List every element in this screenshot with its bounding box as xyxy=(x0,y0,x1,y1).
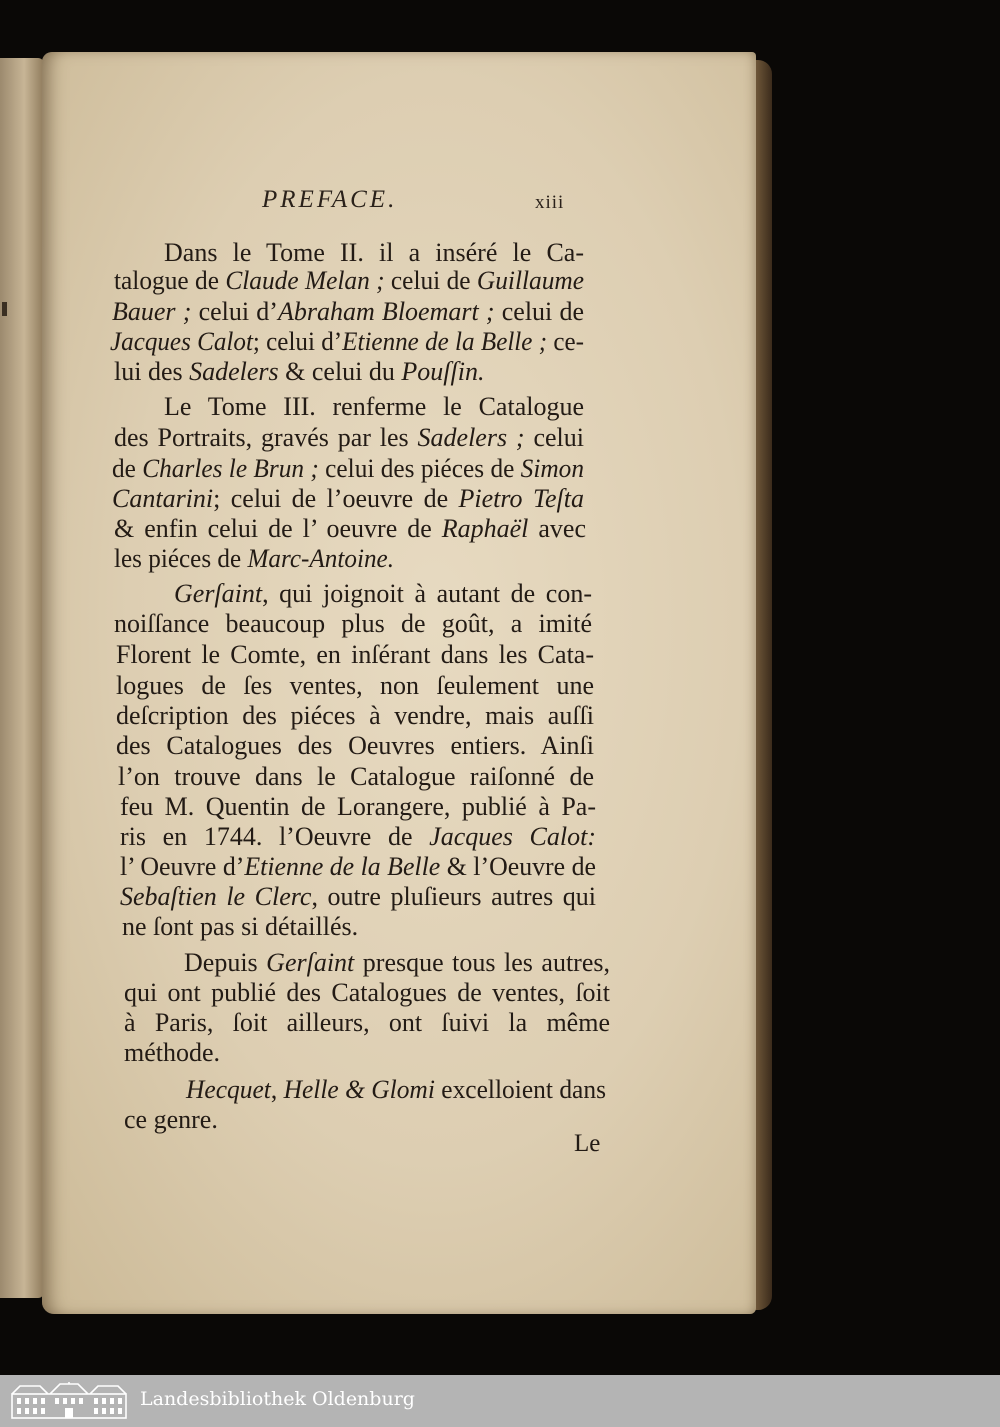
text-run: excelloient dans xyxy=(434,1075,606,1104)
italic-run: Bauer ; xyxy=(112,297,192,326)
text-run: ; celui d’ xyxy=(252,327,343,356)
italic-run: Raphaël xyxy=(441,514,529,543)
text-line xyxy=(164,392,584,422)
text-run: Florent le Comte, en inſérant dans les Cata- xyxy=(116,640,594,669)
text-run: celui d’ xyxy=(191,297,278,326)
italic-run: Guillaume xyxy=(476,266,584,295)
text-run: de xyxy=(112,454,143,483)
text-run: Dans le Tome II. il a inséré le Ca- xyxy=(164,238,584,267)
left-page-edge xyxy=(0,58,44,1298)
text-line xyxy=(120,822,596,852)
text-run: celui de xyxy=(494,297,584,326)
text-run: , xyxy=(270,1075,284,1104)
text-run: & celui du xyxy=(278,357,402,386)
text-line xyxy=(124,1008,610,1038)
text-line xyxy=(112,454,584,484)
text-line xyxy=(112,484,584,514)
italic-run: Etienne de la Belle ; xyxy=(342,327,548,356)
running-title: PREFACE. xyxy=(262,186,398,213)
italic-run: Claude Melan ; xyxy=(225,266,385,295)
text-run: qui ont publié des Catalogues de ventes, ſoit xyxy=(124,978,610,1007)
text-line xyxy=(116,671,594,701)
italic-run: Sadelers ; xyxy=(417,423,525,452)
text-run: les piéces de xyxy=(114,544,248,573)
text-run: lui des xyxy=(114,357,190,386)
text-line xyxy=(120,792,596,822)
text-line xyxy=(174,579,592,609)
library-name: Landesbibliothek Oldenburg xyxy=(140,1388,415,1410)
text-run: noiſſance beaucoup plus de goût, a imité xyxy=(114,609,592,638)
text-line xyxy=(120,882,596,912)
italic-run: Pouſſin. xyxy=(401,357,485,386)
text-line xyxy=(116,701,594,731)
text-run: des Catalogues des Oeuvres entiers. Ainſi xyxy=(116,731,594,760)
italic-run: Pietro Teſta xyxy=(458,484,584,513)
text-run: , qui joignoit à autant de con- xyxy=(262,579,592,608)
text-line xyxy=(114,357,484,387)
text-run: & enfin celui de l’ oeuvre de xyxy=(114,514,442,543)
italic-run: Jacques Calot: xyxy=(429,822,596,851)
text-run: ce genre. xyxy=(124,1105,218,1134)
text-run: , outre pluſieurs autres qui xyxy=(311,882,596,911)
text-line xyxy=(114,609,592,639)
text-run: celui de xyxy=(384,266,477,295)
text-run: presque tous les autres, xyxy=(354,948,610,977)
italic-run: Sadelers xyxy=(189,357,279,386)
italic-run: Helle & Glomi xyxy=(283,1075,435,1104)
text-run: ce- xyxy=(547,327,584,356)
text-run: logues de ſes ventes, non ſeulement une xyxy=(116,671,594,700)
text-line xyxy=(110,327,584,357)
italic-run: Gerſaint xyxy=(174,579,263,608)
italic-run: Abraham Bloemart ; xyxy=(277,297,495,326)
text-run: des Portraits, gravés par les xyxy=(114,423,418,452)
text-line xyxy=(114,514,586,544)
text-run: ris en 1744. l’Oeuvre de xyxy=(120,822,430,851)
text-line xyxy=(124,1105,218,1135)
footer-bar xyxy=(0,1375,1000,1427)
text-run: à Paris, ſoit ailleurs, ont ſuivi la même xyxy=(124,1008,610,1037)
text-line xyxy=(118,762,594,792)
text-run: deſcription des piéces à vendre, mais auſſi xyxy=(116,701,594,730)
text-line xyxy=(122,912,358,942)
text-run: Depuis xyxy=(184,948,267,977)
text-line xyxy=(114,266,584,296)
italic-run: Marc-Antoine. xyxy=(247,544,394,573)
text-run: & l’Oeuvre de xyxy=(440,852,596,881)
library-building-icon xyxy=(10,1382,128,1420)
text-run: celui des piéces de xyxy=(318,454,521,483)
text-line xyxy=(112,297,584,327)
text-run: l’ Oeuvre d’ xyxy=(120,852,245,881)
text-run: celui xyxy=(524,423,585,452)
text-line xyxy=(116,640,594,670)
text-run: méthode. xyxy=(124,1038,221,1067)
text-line xyxy=(114,544,394,574)
text-run: avec xyxy=(528,514,586,543)
text-run: ; celui de l’oeuvre de xyxy=(213,484,459,513)
left-page-mark xyxy=(2,302,7,316)
italic-run: Hecquet xyxy=(186,1075,271,1104)
italic-run: Simon xyxy=(520,454,584,483)
italic-run: Jacques Calot xyxy=(110,327,253,356)
text-line xyxy=(114,423,584,453)
text-run: ne ſont pas si détaillés. xyxy=(122,912,359,941)
catchword: Le xyxy=(574,1130,601,1157)
text-line xyxy=(124,978,610,1008)
text-run: Le Tome III. renferme le Catalogue xyxy=(164,392,584,421)
italic-run: Cantarini xyxy=(112,484,214,513)
text-run: talogue de xyxy=(114,266,226,295)
italic-run: Etienne de la Belle xyxy=(244,852,441,881)
text-run: feu M. Quentin de Lorangere, publié à Pa- xyxy=(120,792,596,821)
text-line xyxy=(124,1038,220,1068)
text-line xyxy=(116,731,594,761)
page-number: xiii xyxy=(535,192,565,213)
italic-run: Sebaſtien le Clerc xyxy=(120,882,312,911)
text-line xyxy=(164,238,584,268)
italic-run: Charles le Brun ; xyxy=(142,454,319,483)
text-run: l’on trouve dans le Catalogue raiſonné de xyxy=(118,762,594,791)
text-line xyxy=(184,948,610,978)
text-line xyxy=(120,852,596,882)
italic-run: Gerſaint xyxy=(266,948,355,977)
text-line xyxy=(186,1075,606,1105)
